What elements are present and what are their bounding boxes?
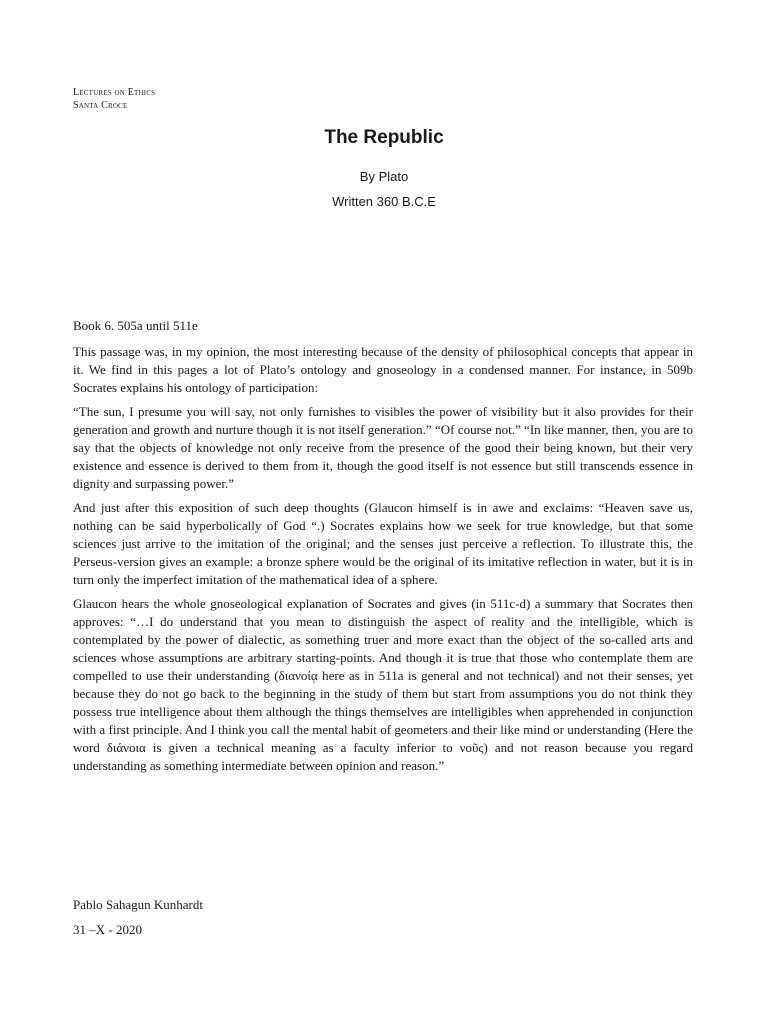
paragraph-intro: This passage was, in my opinion, the most interesting because of the density of philosophical concepts that appear in it. We find in this pages a lot of Plato’s ontology and gnoseology in a condensed manner. For instance, in 509b Socrates explains his ontology of participation: [73,344,693,395]
document-body [73,317,693,781]
document-date: 31 –X - 2020 [73,922,142,937]
author-line: By Plato [359,169,409,184]
paragraph-summary: Glaucon hears the whole gnoseological explanation of Socrates and gives (in 511c-d) a summary that Socrates then approves: “…I do understand that you mean to distinguish the aspect of reality and the intelligible, which is contemplated by the power of dialectic, as something truer and more exact than the object of the so-called arts and sciences whose assumptions are arbitrary starting-points. And though it is true that those who contemplate them are compelled to use their understanding (διανοίᾳ here as in 511a is general and not technical) and not their senses, yet because they do not go back to the beginning in the study of them but start from assumptions you do not think they possess true intelligence about them although the things themselves are intelligibles when apprehended in conjunction with a first principle. And I think you call the mental habit of geometers and their like mind or understanding (Here the word διάνοια is given a technical meaning as a faculty inferior to νοῦς) and not reason because you regard understanding as something intermediate between opinion and reason.” [73,596,693,773]
paragraph-quote: “The sun, I presume you will say, not only furnishes to visibles the power of visibility but it also provides for their generation and growth and nurture though it is not itself generation.” “Of course not.” “In like manner, then, you are to say that the objects of knowledge not only receive from the presence of the good their being known, but their very existence and essence is derived to them from it, though the good itself is not essence but still transcends essence in dignity and surpassing power.” [73,404,693,491]
date-written-line: Written 360 B.C.E [332,194,436,209]
book-reference: Book 6. 505a until 511e [73,318,198,333]
header-course: Lectures on Ethics [73,87,156,98]
document-header [73,86,155,112]
header-location: Santa Croce [73,100,128,111]
paragraph-exposition: And just after this exposition of such deep thoughts (Glaucon himself is in awe and exclaims: “Heaven save us, nothing can be said hyperbolically of God “.) Socrates explains how we seek for true knowledge, but that some sciences just arrive to the imitation of the original; and the senses just perceive a reflection. To illustrate this, the Perseus-version gives an example: a bronze sphere would be the original of its imitative reflection in water, but it is in turn only the imperfect imitation of the mathematical idea of a sphere. [73,500,693,587]
author-signature: Pablo Sahagun Kunhardt [73,897,203,912]
document-title: The Republic [324,127,444,148]
